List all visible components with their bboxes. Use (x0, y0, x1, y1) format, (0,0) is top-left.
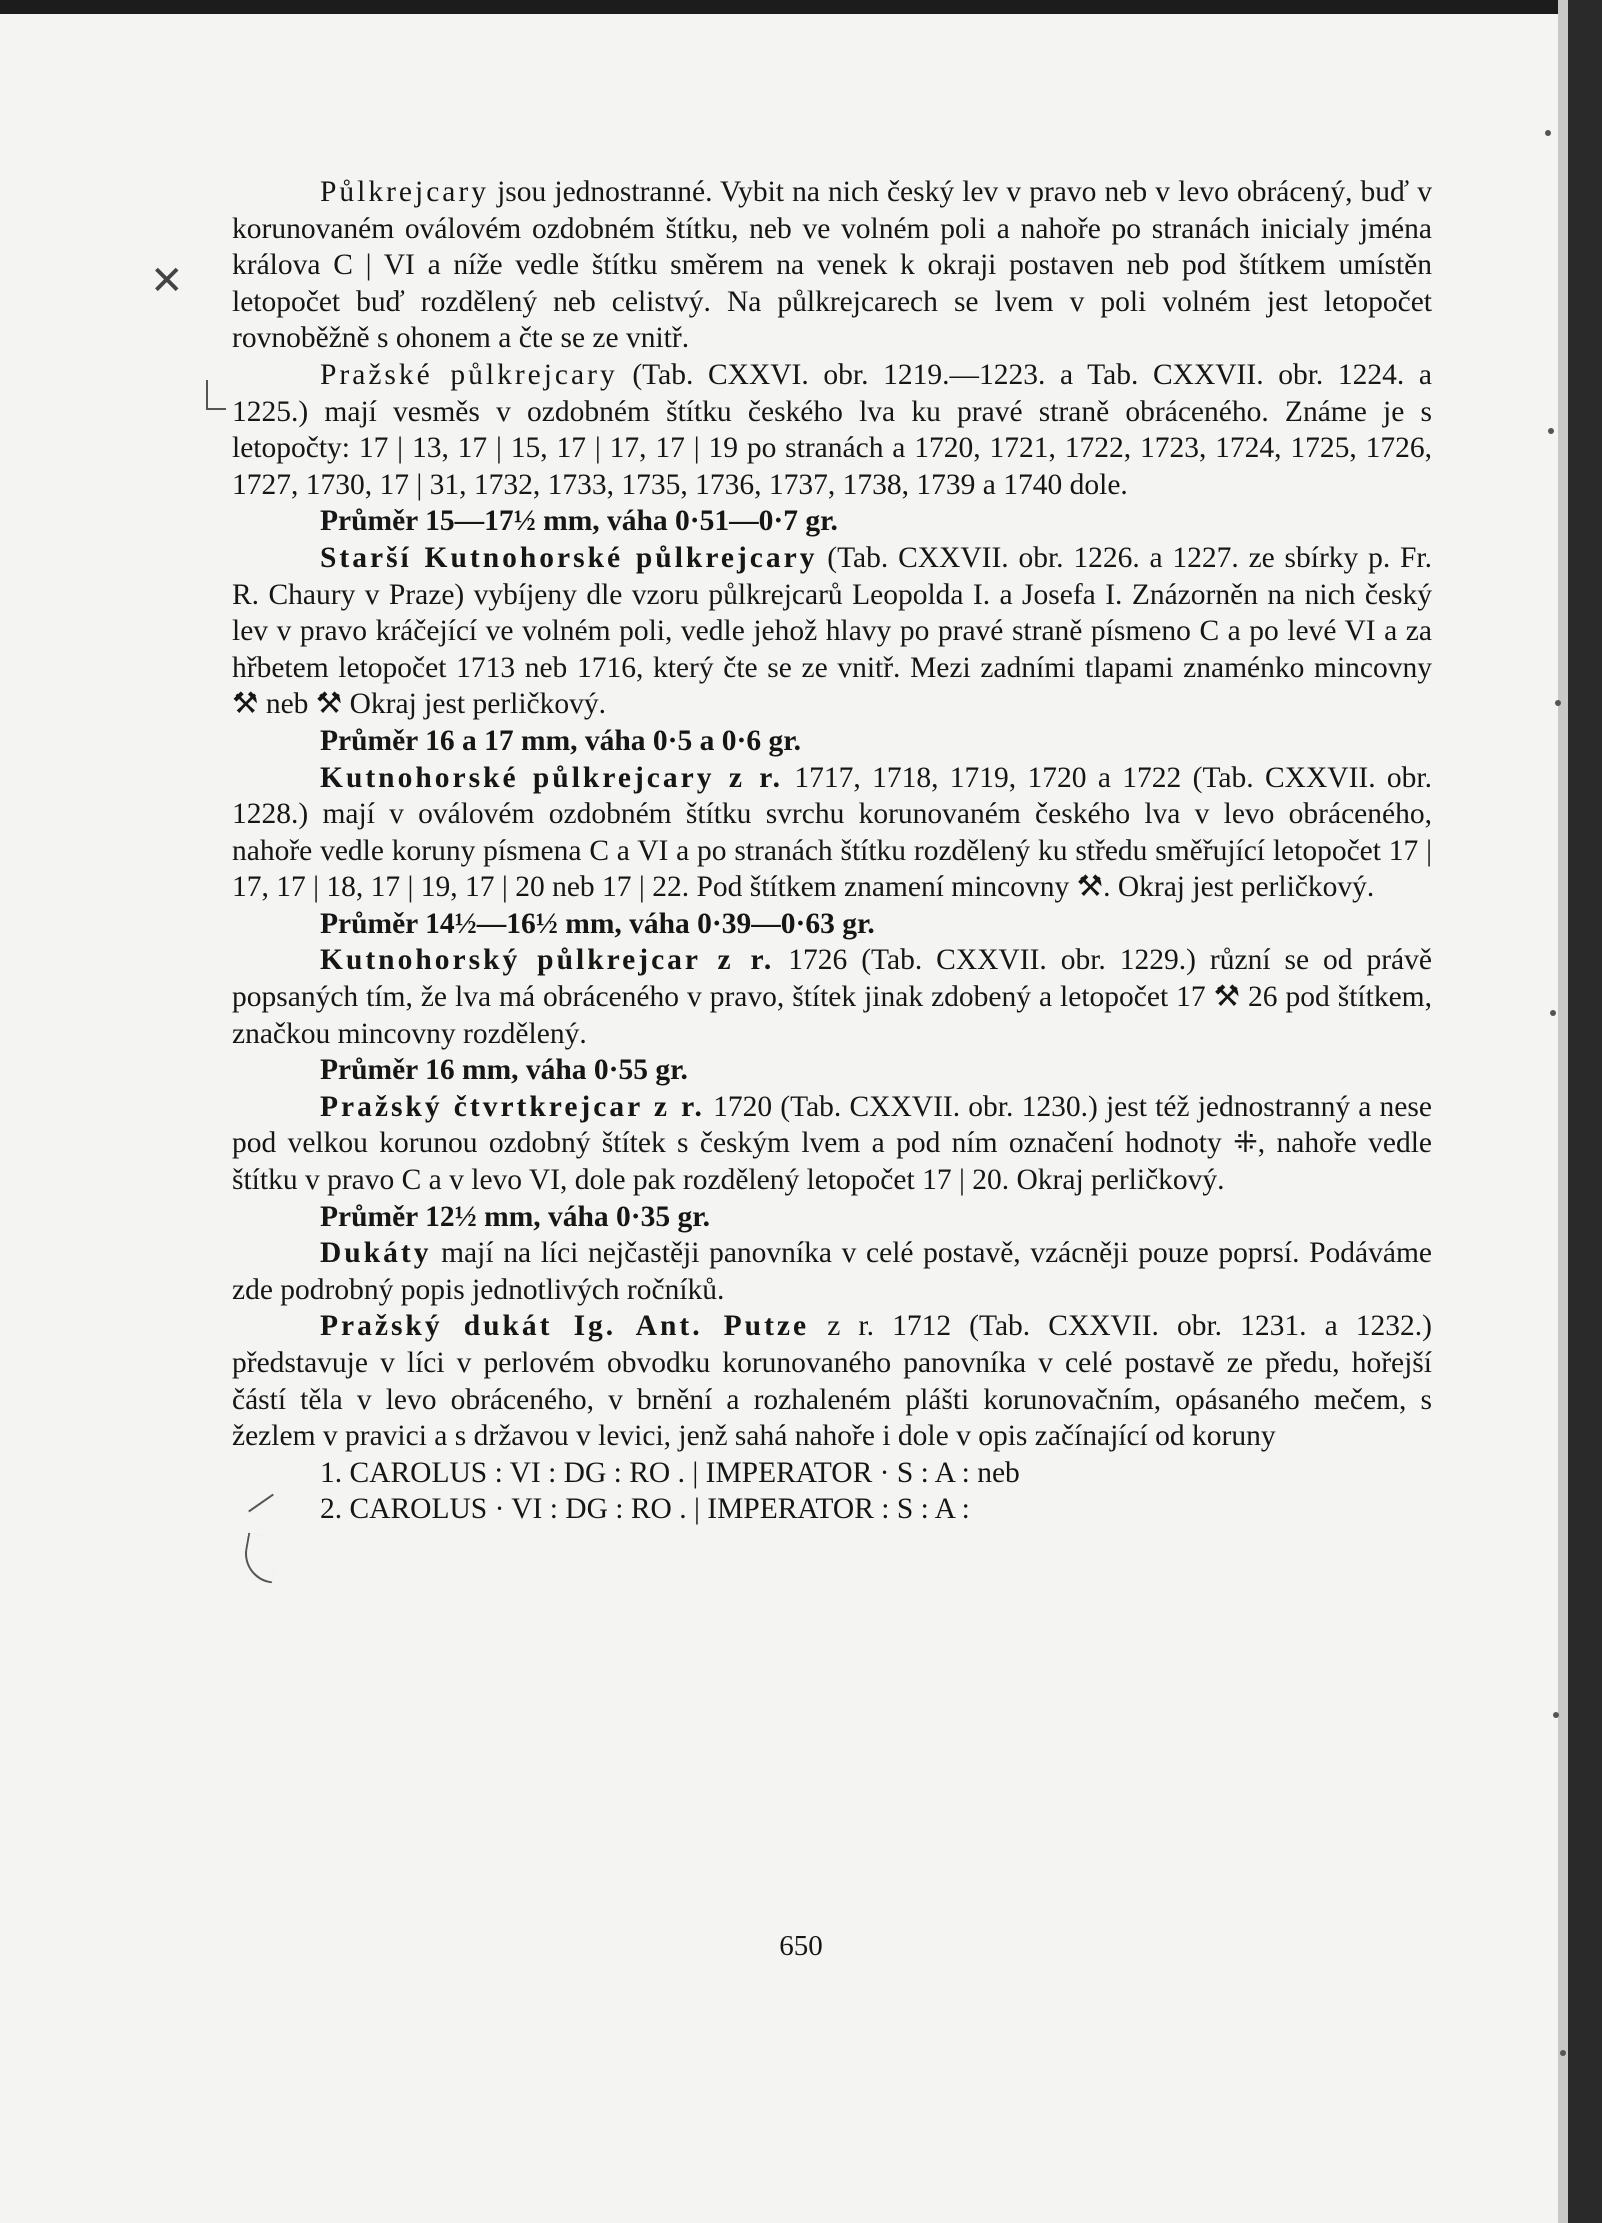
paragraph-text: 2. CAROLUS · VI : DG : RO . | IMPERATOR : S : A : (320, 1493, 970, 1526)
scan-speck (1560, 2050, 1566, 2056)
paragraph-text: 1717, 1718, 1719, 1720 a 1722 (Tab. CXXVII. obr. 1228.) mají v oválovém ozdobném štítku svrchu korunovaném českého lva v levo obráceného, nahoře vedle koruny písmena C a VI a po stranách štítku rozdělený ku středu směřující letopočet 17 | 17, 17 | 18, 17 | 19, 17 | 20 neb 17 | 22. Pod štítkem znamení mincovny ⚒. Okraj jest perličkový. (232, 761, 1433, 904)
scan-border-inner (1558, 0, 1568, 2223)
scan-speck (1555, 700, 1561, 706)
paragraph-text: Průměr 16 a 17 mm, váha 0·5 a 0·6 gr. (320, 724, 801, 757)
scan-border-top (0, 0, 1602, 14)
paragraph (232, 760, 1432, 906)
paragraph-lead: Pražské půlkrejcary (320, 358, 618, 391)
paragraph-text: 1726 (Tab. CXXVII. obr. 1229.) různí se od právě popsaných tím, že lva má obráceného v pravo, štítek jinak zdobený a letopočet 17 ⚒ 26 pod štítkem, značkou mincovny rozdělený. (232, 944, 1432, 1050)
paragraph-text: 1720 (Tab. CXXVII. obr. 1230.) jest též jednostranný a nese pod velkou korunou ozdobný štítek s českým lvem a pod ním označení hodnoty ⁜, nahoře vedle štítku v pravo C a v levo VI, dole pak rozdělený letopočet 17 | 20. Okraj perličkový. (232, 1090, 1432, 1197)
paragraph-lead: Dukáty (320, 1237, 432, 1270)
scan-border-right (1568, 0, 1602, 2223)
paragraph-text: Průměr 14½—16½ mm, váha 0·39—0·63 gr. (320, 907, 875, 940)
paragraph (232, 1199, 1432, 1236)
paragraph (232, 174, 1432, 357)
paragraph (232, 357, 1432, 503)
page-number: 650 (779, 1930, 823, 1962)
margin-curve-mark (240, 1533, 280, 1584)
paragraph-text: Průměr 12½ mm, váha 0·35 gr. (320, 1200, 711, 1233)
paragraph-text: (Tab. CXXVII. obr. 1226. a 1227. ze sbírky p. Fr. R. Chaury v Praze) vybíjeny dle vzoru půlkrejcarů Leopolda I. a Josefa I. Znázorněn na nich český lev v pravo kráčející ve volném poli, vedle jehož hlavy po pravé straně písmeno C a po levé VI a za hřbetem letopočet 1713 neb 1716, který čte se ze vnitř. Mezi zadními tlapami znaménko mincovny ⚒ neb ⚒ Okraj jest perličkový. (232, 541, 1432, 721)
paragraph (232, 942, 1432, 1052)
paragraph-lead: Pražský čtvrtkrejcar z r. (320, 1090, 705, 1123)
paragraph-lead: Pražský dukát Ig. Ant. Putze (320, 1310, 810, 1343)
paragraph (232, 503, 1432, 540)
paragraph (232, 1491, 1432, 1528)
scan-speck (1553, 1712, 1559, 1718)
paragraph (232, 1308, 1432, 1454)
paragraph-text: mají na líci nejčastěji panovníka v celé postavě, vzácněji pouze poprsí. Podáváme zde podrobný popis jednotlivých ročníků. (232, 1237, 1432, 1306)
paragraph (232, 1455, 1432, 1492)
paragraph (232, 723, 1432, 760)
margin-bracket-mark (206, 380, 226, 410)
paragraph-text: 1. CAROLUS : VI : DG : RO . | IMPERATOR · S : A : neb (320, 1456, 1020, 1489)
paragraph (232, 540, 1432, 723)
paragraph (232, 1235, 1432, 1308)
paragraph-text: Průměr 15—17½ mm, váha 0·51—0·7 gr. (320, 505, 838, 538)
paragraph (232, 1052, 1432, 1089)
paragraph-lead: Starší Kutnohorské půlkrejcary (320, 541, 818, 574)
paragraph-lead: Kutnohorské půlkrejcary z r. (320, 761, 784, 794)
body-text (232, 174, 1432, 1528)
margin-x-mark: ✕ (150, 258, 184, 304)
paragraph-text: z r. 1712 (Tab. CXXVII. obr. 1231. a 1232.) představuje v líci v perlovém obvodku korunovaného panovníka v celé postavě ze předu, hořejší částí těla v levo obráceného, v brnění a rozhaleném plášti korunovačním, opásaného mečem, s žezlem v pravici a s državou v levici, jenž sahá nahoře i dole v opis začínající od koruny (232, 1310, 1433, 1453)
paragraph (232, 1089, 1432, 1199)
scan-speck (1550, 1010, 1556, 1016)
paragraph-text: Průměr 16 mm, váha 0·55 gr. (320, 1054, 688, 1087)
paragraph (232, 906, 1432, 943)
paragraph-text: jsou jednostranné. Vybit na nich český lev v pravo neb v levo obrácený, buď v korunovaném oválovém ozdobném štítku, neb ve volném poli a nahoře po stranách inicialy jména králova C | VI a níže vedle štítku směrem na venek k okraji postaven neb pod štítkem umístěn letopočet buď rozdělený neb celistvý. Na půlkrejcarech se lvem v poli volném jest letopočet rovnoběžně s ohonem a čte se ze vnitř. (232, 176, 1432, 355)
paragraph-lead: Kutnohorský půlkrejcar z r. (320, 944, 775, 977)
paragraph-lead: Půlkrejcary (320, 176, 489, 208)
paragraph-text: (Tab. CXXVI. obr. 1219.—1223. a Tab. CXXVII. obr. 1224. a 1225.) mají vesměs v ozdobném štítku českého lva ku pravé straně obráceného. Známe je s letopočty: 17 | 13, 17 | 15, 17 | 17, 17 | 19 po stranách a 1720, 1721, 1722, 1723, 1724, 1725, 1726, 1727, 1730, 17 | 31, 1732, 1733, 1735, 1736, 1737, 1738, 1739 a 1740 dole. (232, 358, 1433, 501)
scan-speck (1545, 130, 1551, 136)
scan-speck (1548, 428, 1554, 434)
